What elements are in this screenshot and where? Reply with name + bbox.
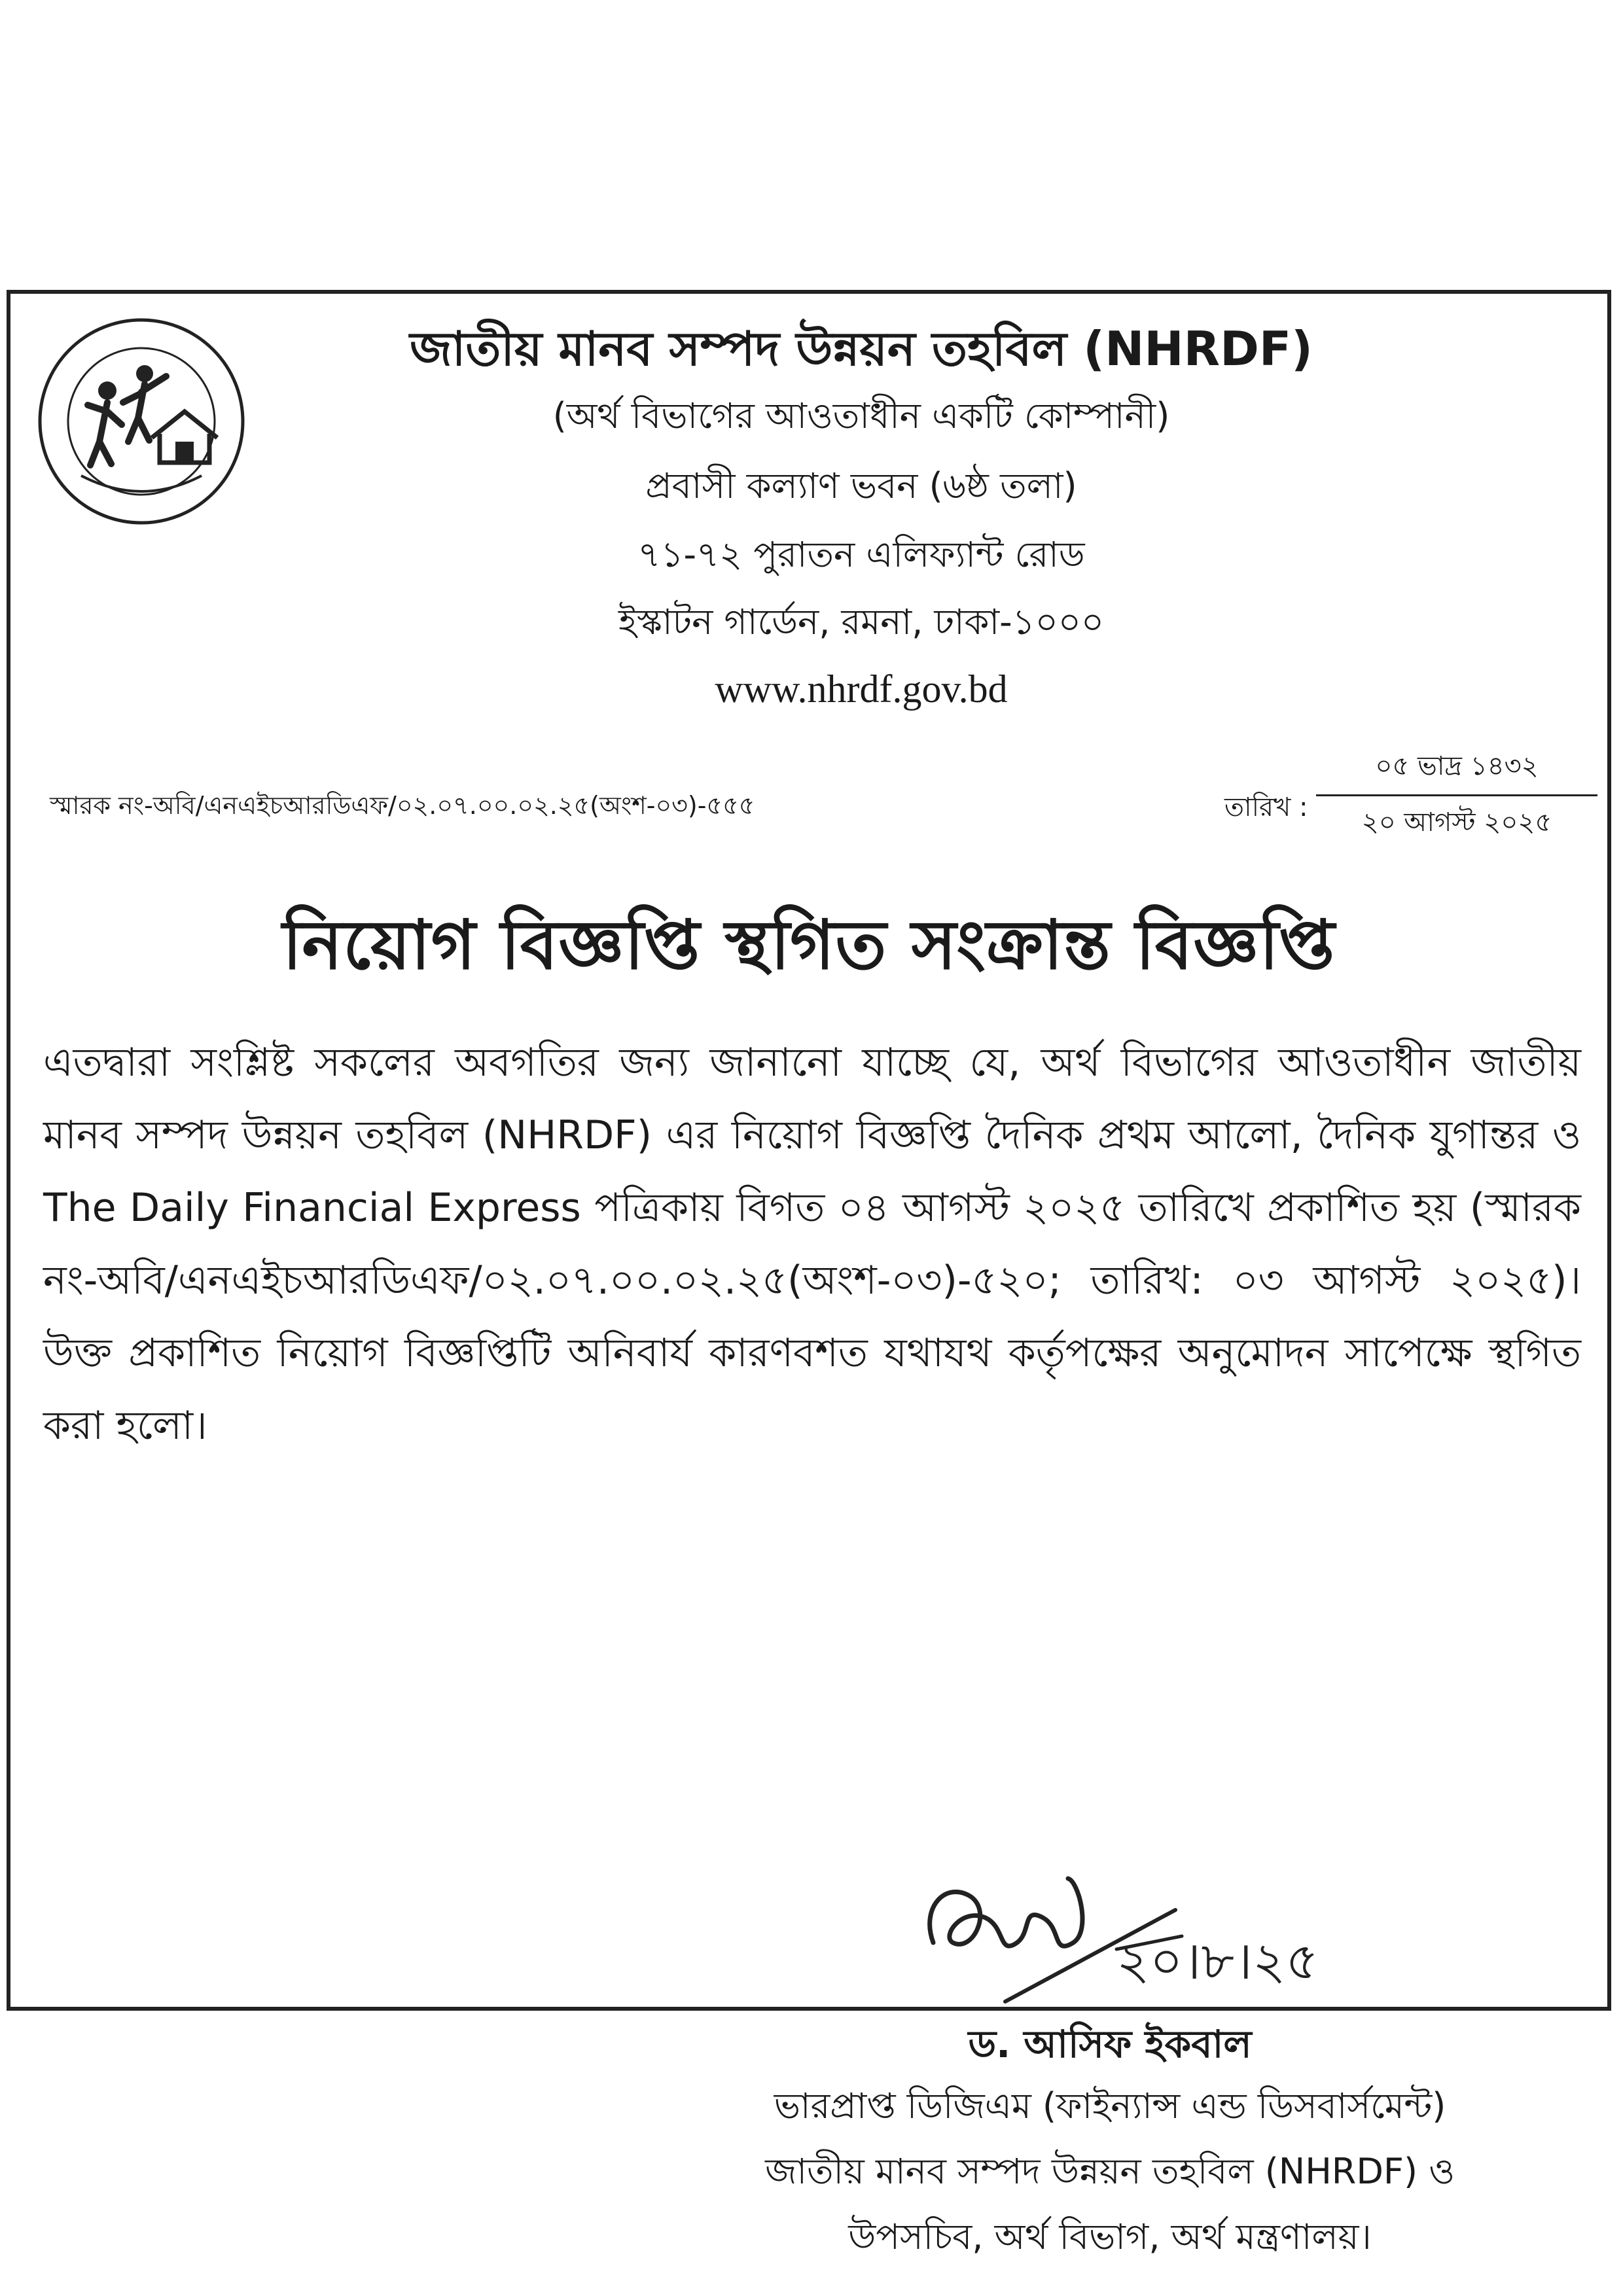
address-road: ৭১-৭২ পুরাতন এলিফ্যান্ট রোড — [637, 534, 1085, 575]
org-name: জাতীয় মানব সম্পদ উন্নয়ন তহবিল (NHRDF) — [410, 321, 1313, 376]
address-building: প্রবাসী কল্যাণ ভবন (৬ষ্ঠ তলা) — [645, 465, 1077, 506]
date-divider — [1316, 794, 1597, 796]
signature-date: ২০।৮।২৫ — [1116, 1932, 1319, 1991]
address-area: ইস্কাটন গার্ডেন, রমনা, ঢাকা-১০০০ — [618, 601, 1104, 643]
signatory-organization: জাতীয় মানব সম্পদ উন্নয়ন তহবিল (NHRDF) ও — [765, 2151, 1455, 2192]
website-link[interactable]: www.nhrdf.gov.bd — [715, 667, 1008, 711]
signatory-ministry: উপসচিব, অর্থ বিভাগ, অর্থ মন্ত্রণালয়। — [848, 2216, 1372, 2257]
signatory-designation: ভারপ্রাপ্ত ডিজিএম (ফাইন্যান্স এন্ড ডিসবার্সমেন্ট) — [774, 2085, 1446, 2127]
date-english: ২০ আগস্ট ২০২৫ — [1361, 807, 1552, 838]
org-subtitle: (অর্থ বিভাগের আওতাধীন একটি কোম্পানী) — [552, 395, 1170, 436]
nhrdf-logo-icon — [30, 313, 253, 529]
date-box — [1316, 745, 1597, 845]
date-label: তারিখ : — [1224, 792, 1308, 822]
handwritten-signature — [907, 1845, 1339, 2008]
date-bangla: ০৫ ভাদ্র ১৪৩২ — [1375, 751, 1539, 781]
notice-frame — [7, 290, 1611, 2257]
signatory-name: ড. আসিফ ইকবাল — [968, 2022, 1252, 2066]
notice-body: এতদ্বারা সংশ্লিষ্ট সকলের অবগতির জন্য জানানো যাচ্ছে যে, অর্থ বিভাগের আওতাধীন জাতীয় মানব সম্পদ উন্নয়ন তহবিল (NHRDF) এর নিয়োগ বিজ্ঞপ্তি দৈনিক প্রথম আলো, দৈনিক যুগান্তর ও The Daily Financial Express পত্রিকায় বিগত ০৪ আগস্ট ২০২৫ তারিখে প্রকাশিত হয় (স্মারক নং-অবি/এনএইচআরডিএফ/০২.০৭.০০.০২.২৫(অংশ-০৩)-৫২০; তারিখ: ০৩ আগস্ট ২০২৫)। উক্ত প্রকাশিত নিয়োগ বিজ্ঞপ্তিটি অনিবার্য কারণবশত যথাযথ কর্তৃপক্ষের অনুমোদন সাপেক্ষে স্থগিত করা হলো। — [43, 1040, 1581, 1449]
memo-number: স্মারক নং-অবি/এনএইচআরডিএফ/০২.০৭.০০.০২.২৫(অংশ-০৩)-৫৫৫ — [50, 791, 755, 820]
notice-title: নিয়োগ বিজ্ঞপ্তি স্থগিত সংক্রান্ত বিজ্ঞপ্তি — [282, 905, 1336, 985]
signatory-block — [652, 2015, 1568, 2270]
